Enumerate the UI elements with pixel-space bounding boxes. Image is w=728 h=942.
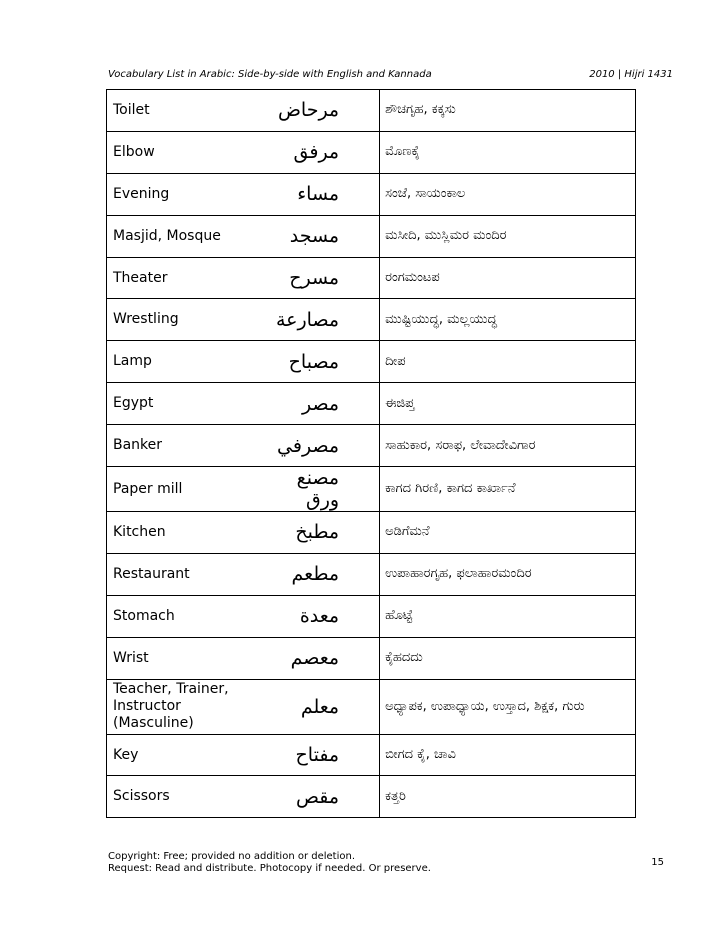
table-row <box>107 90 636 132</box>
arabic-term: مسرح <box>271 257 379 299</box>
table-row <box>107 637 636 679</box>
table-row <box>107 173 636 215</box>
kannada-term: ದೀಪ <box>380 341 636 383</box>
kannada-term: ಅಧ್ಯಾಪಕ, ಉಪಾಧ್ಯಾಯ, ಉಸ್ತಾದ, ಶಿಕ್ಷಕ, ಗುರು <box>380 679 636 734</box>
table-row <box>107 467 636 512</box>
page-number: 15 <box>651 857 664 868</box>
table-row <box>107 383 636 425</box>
arabic-term: معصم <box>271 637 379 679</box>
english-term: Elbow <box>107 131 272 173</box>
arabic-term: مصارعة <box>271 299 379 341</box>
english-term: Key <box>107 734 272 776</box>
kannada-term: ರಂಗಮಂಟಪ <box>380 257 636 299</box>
arabic-term: مصنع ورق <box>271 467 379 512</box>
table-row <box>107 299 636 341</box>
table-row <box>107 131 636 173</box>
arabic-term: مقص <box>271 776 379 818</box>
kannada-term: ಹೊಟ್ಟೆ <box>380 595 636 637</box>
english-term: Evening <box>107 173 272 215</box>
request-line: Request: Read and distribute. Photocopy if needed. Or preserve. <box>108 863 431 874</box>
english-term: Banker <box>107 425 272 467</box>
english-term: Toilet <box>107 90 272 132</box>
kannada-term: ಕೈಹದದು <box>380 637 636 679</box>
copyright-line: Copyright: Free; provided no addition or deletion. <box>108 851 356 862</box>
document-title: Vocabulary List in Arabic: Side-by-side with English and Kannada <box>108 69 432 80</box>
kannada-term: ಈಜಿಪ್ತ <box>380 383 636 425</box>
kannada-term: ಉಪಾಹಾರಗೃಹ, ಫಲಾಹಾರಮಂದಿರ <box>380 553 636 595</box>
arabic-term: معلم <box>271 679 379 734</box>
table-row <box>107 734 636 776</box>
arabic-term: مصرفي <box>271 425 379 467</box>
arabic-term: مطبخ <box>271 512 379 554</box>
table-row <box>107 341 636 383</box>
arabic-term: مرحاض <box>271 90 379 132</box>
english-term: Teacher, Trainer, Instructor (Masculine) <box>107 679 272 734</box>
arabic-term: مطعم <box>271 553 379 595</box>
arabic-term: مصباح <box>271 341 379 383</box>
kannada-term: ಕಾಗದ ಗಿರಣಿ, ಕಾಗದ ಕಾರ್ಖಾನೆ <box>380 467 636 512</box>
table-row <box>107 553 636 595</box>
kannada-term: ಸಾಹುಕಾರ, ಸರಾಫ, ಲೇವಾದೇವಿಗಾರ <box>380 425 636 467</box>
kannada-term: ಶೌಚಗೃಹ, ಕಕ್ಕಸು <box>380 90 636 132</box>
arabic-term: مفتاح <box>271 734 379 776</box>
arabic-term: معدة <box>271 595 379 637</box>
page-footer <box>108 851 431 875</box>
table-row <box>107 595 636 637</box>
english-term: Paper mill <box>107 467 272 512</box>
vocabulary-table <box>106 89 636 818</box>
arabic-term: مصر <box>271 383 379 425</box>
kannada-term: ಬೀಗದ ಕೈ, ಚಾವಿ <box>380 734 636 776</box>
english-term: Stomach <box>107 595 272 637</box>
english-term: Restaurant <box>107 553 272 595</box>
kannada-term: ಕತ್ತರಿ <box>380 776 636 818</box>
arabic-term: مرفق <box>271 131 379 173</box>
kannada-term: ಮಸೀದಿ, ಮುಸ್ಲಿಮರ ಮಂದಿರ <box>380 215 636 257</box>
arabic-term: مساء <box>271 173 379 215</box>
english-term: Scissors <box>107 776 272 818</box>
kannada-term: ಮೊಣಕೈ <box>380 131 636 173</box>
table-row <box>107 425 636 467</box>
english-term: Lamp <box>107 341 272 383</box>
kannada-term: ಅಡಿಗೆಮನೆ <box>380 512 636 554</box>
english-term: Wrist <box>107 637 272 679</box>
table-row <box>107 776 636 818</box>
document-date: 2010 | Hijri 1431 <box>589 69 673 80</box>
table-row <box>107 257 636 299</box>
english-term: Wrestling <box>107 299 272 341</box>
table-row <box>107 215 636 257</box>
english-term: Egypt <box>107 383 272 425</box>
arabic-term: مسجد <box>271 215 379 257</box>
table-row <box>107 512 636 554</box>
table-row <box>107 679 636 734</box>
english-term: Masjid, Mosque <box>107 215 272 257</box>
english-term: Theater <box>107 257 272 299</box>
kannada-term: ಮುಷ್ಟಿಯುದ್ಧ, ಮಲ್ಲಯುದ್ಧ <box>380 299 636 341</box>
kannada-term: ಸಂಜೆ, ಸಾಯಂಕಾಲ <box>380 173 636 215</box>
english-term: Kitchen <box>107 512 272 554</box>
